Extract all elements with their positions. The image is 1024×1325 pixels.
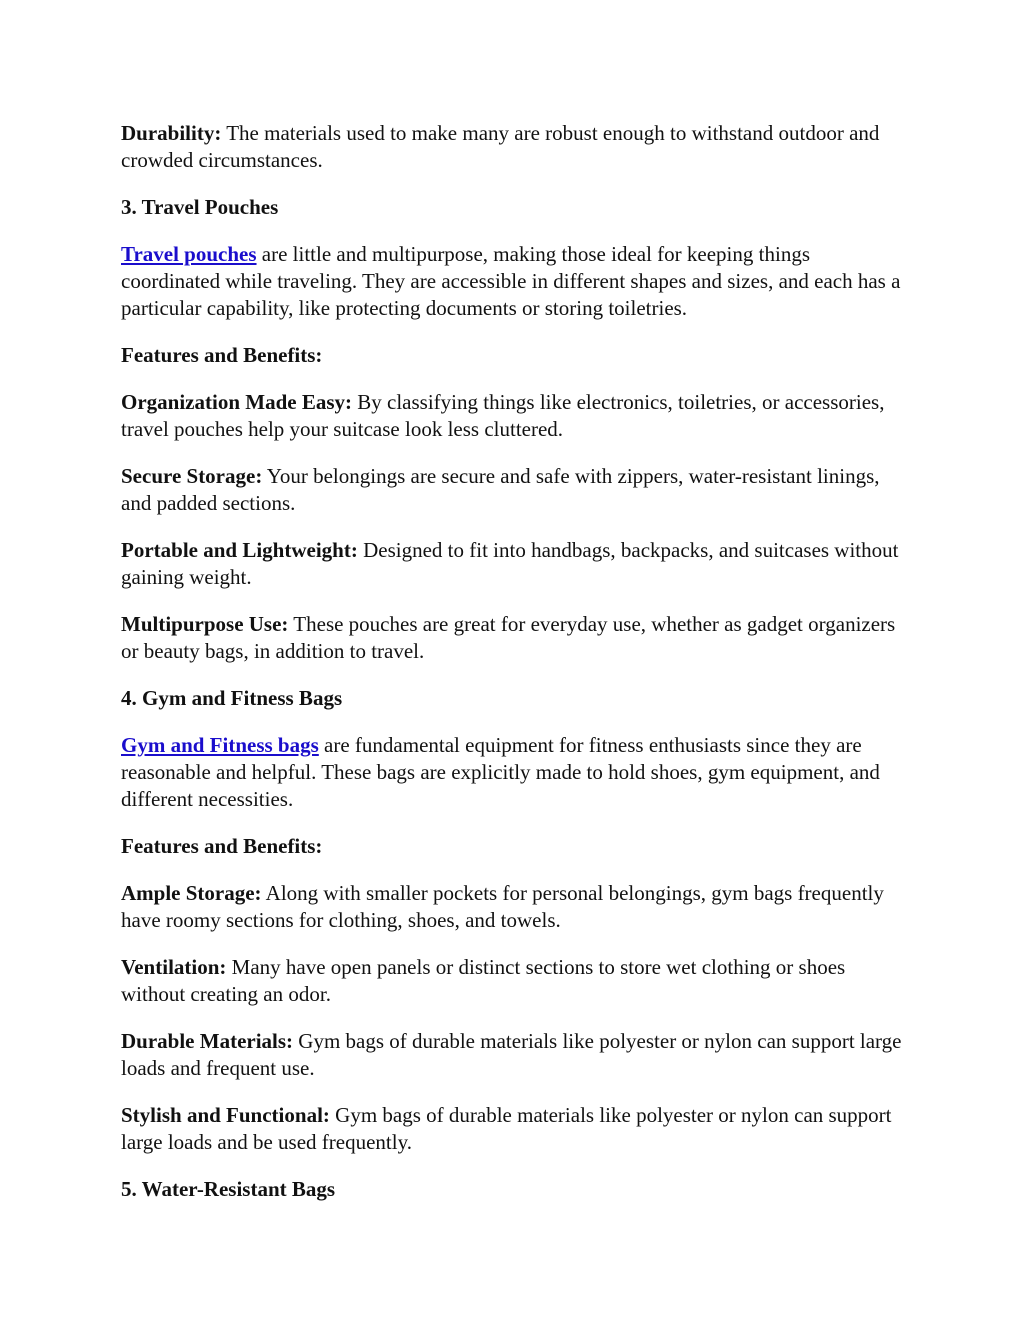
travel-pouches-link[interactable]: Travel pouches <box>121 242 257 266</box>
durability-lead: Durability: <box>121 121 222 145</box>
gym-bags-intro <box>121 732 906 813</box>
portable-lead: Portable and Lightweight: <box>121 538 358 562</box>
stylish-text: Gym bags of durable materials like polyester or nylon can support large loads and be used frequently. <box>121 1103 892 1154</box>
multipurpose-lead: Multipurpose Use: <box>121 612 289 636</box>
ample-storage-paragraph <box>121 880 906 934</box>
gym-features-heading: Features and Benefits: <box>121 834 323 858</box>
secure-storage-paragraph <box>121 463 906 517</box>
multipurpose-text: These pouches are great for everyday use, whether as gadget organizers or beauty bags, in addition to travel. <box>121 612 896 663</box>
stylish-paragraph <box>121 1102 906 1156</box>
ventilation-lead: Ventilation: <box>121 955 227 979</box>
stylish-lead: Stylish and Functional: <box>121 1103 330 1127</box>
ample-storage-lead: Ample Storage: <box>121 881 262 905</box>
organization-text: By classifying things like electronics, toiletries, or accessories, travel pouches help your suitcase look less cluttered. <box>121 390 885 441</box>
travel-features-heading: Features and Benefits: <box>121 343 323 367</box>
document-page <box>121 120 906 1223</box>
durability-paragraph <box>121 120 906 174</box>
organization-lead: Organization Made Easy: <box>121 390 352 414</box>
gym-bags-link[interactable]: Gym and Fitness bags <box>121 733 319 757</box>
durability-text: The materials used to make many are robust enough to withstand outdoor and crowded circumstances. <box>121 121 880 172</box>
water-resistant-heading: 5. Water-Resistant Bags <box>121 1177 336 1201</box>
gym-bags-heading: 4. Gym and Fitness Bags <box>121 686 343 710</box>
travel-pouches-intro <box>121 241 906 322</box>
travel-pouches-intro-text: are little and multipurpose, making those ideal for keeping things coordinated while traveling. They are accessible in different shapes and sizes, and each has a particular capability, like protecting documents or storing toiletries. <box>121 242 901 320</box>
multipurpose-paragraph <box>121 611 906 665</box>
durable-materials-text: Gym bags of durable materials like polyester or nylon can support large loads and frequent use. <box>121 1029 902 1080</box>
gym-bags-intro-text: are fundamental equipment for fitness enthusiasts since they are reasonable and helpful. These bags are explicitly made to hold shoes, gym equipment, and different necessities. <box>121 733 880 811</box>
ample-storage-text: Along with smaller pockets for personal belongings, gym bags frequently have roomy sections for clothing, shoes, and towels. <box>121 881 884 932</box>
portable-text: Designed to fit into handbags, backpacks, and suitcases without gaining weight. <box>121 538 899 589</box>
organization-paragraph <box>121 389 906 443</box>
durable-materials-paragraph <box>121 1028 906 1082</box>
ventilation-paragraph <box>121 954 906 1008</box>
secure-storage-lead: Secure Storage: <box>121 464 263 488</box>
durable-materials-lead: Durable Materials: <box>121 1029 294 1053</box>
travel-pouches-heading: 3. Travel Pouches <box>121 195 279 219</box>
secure-storage-text: Your belongings are secure and safe with zippers, water-resistant linings, and padded sections. <box>121 464 880 515</box>
ventilation-text: Many have open panels or distinct sections to store wet clothing or shoes without creating an odor. <box>121 955 846 1006</box>
portable-paragraph <box>121 537 906 591</box>
